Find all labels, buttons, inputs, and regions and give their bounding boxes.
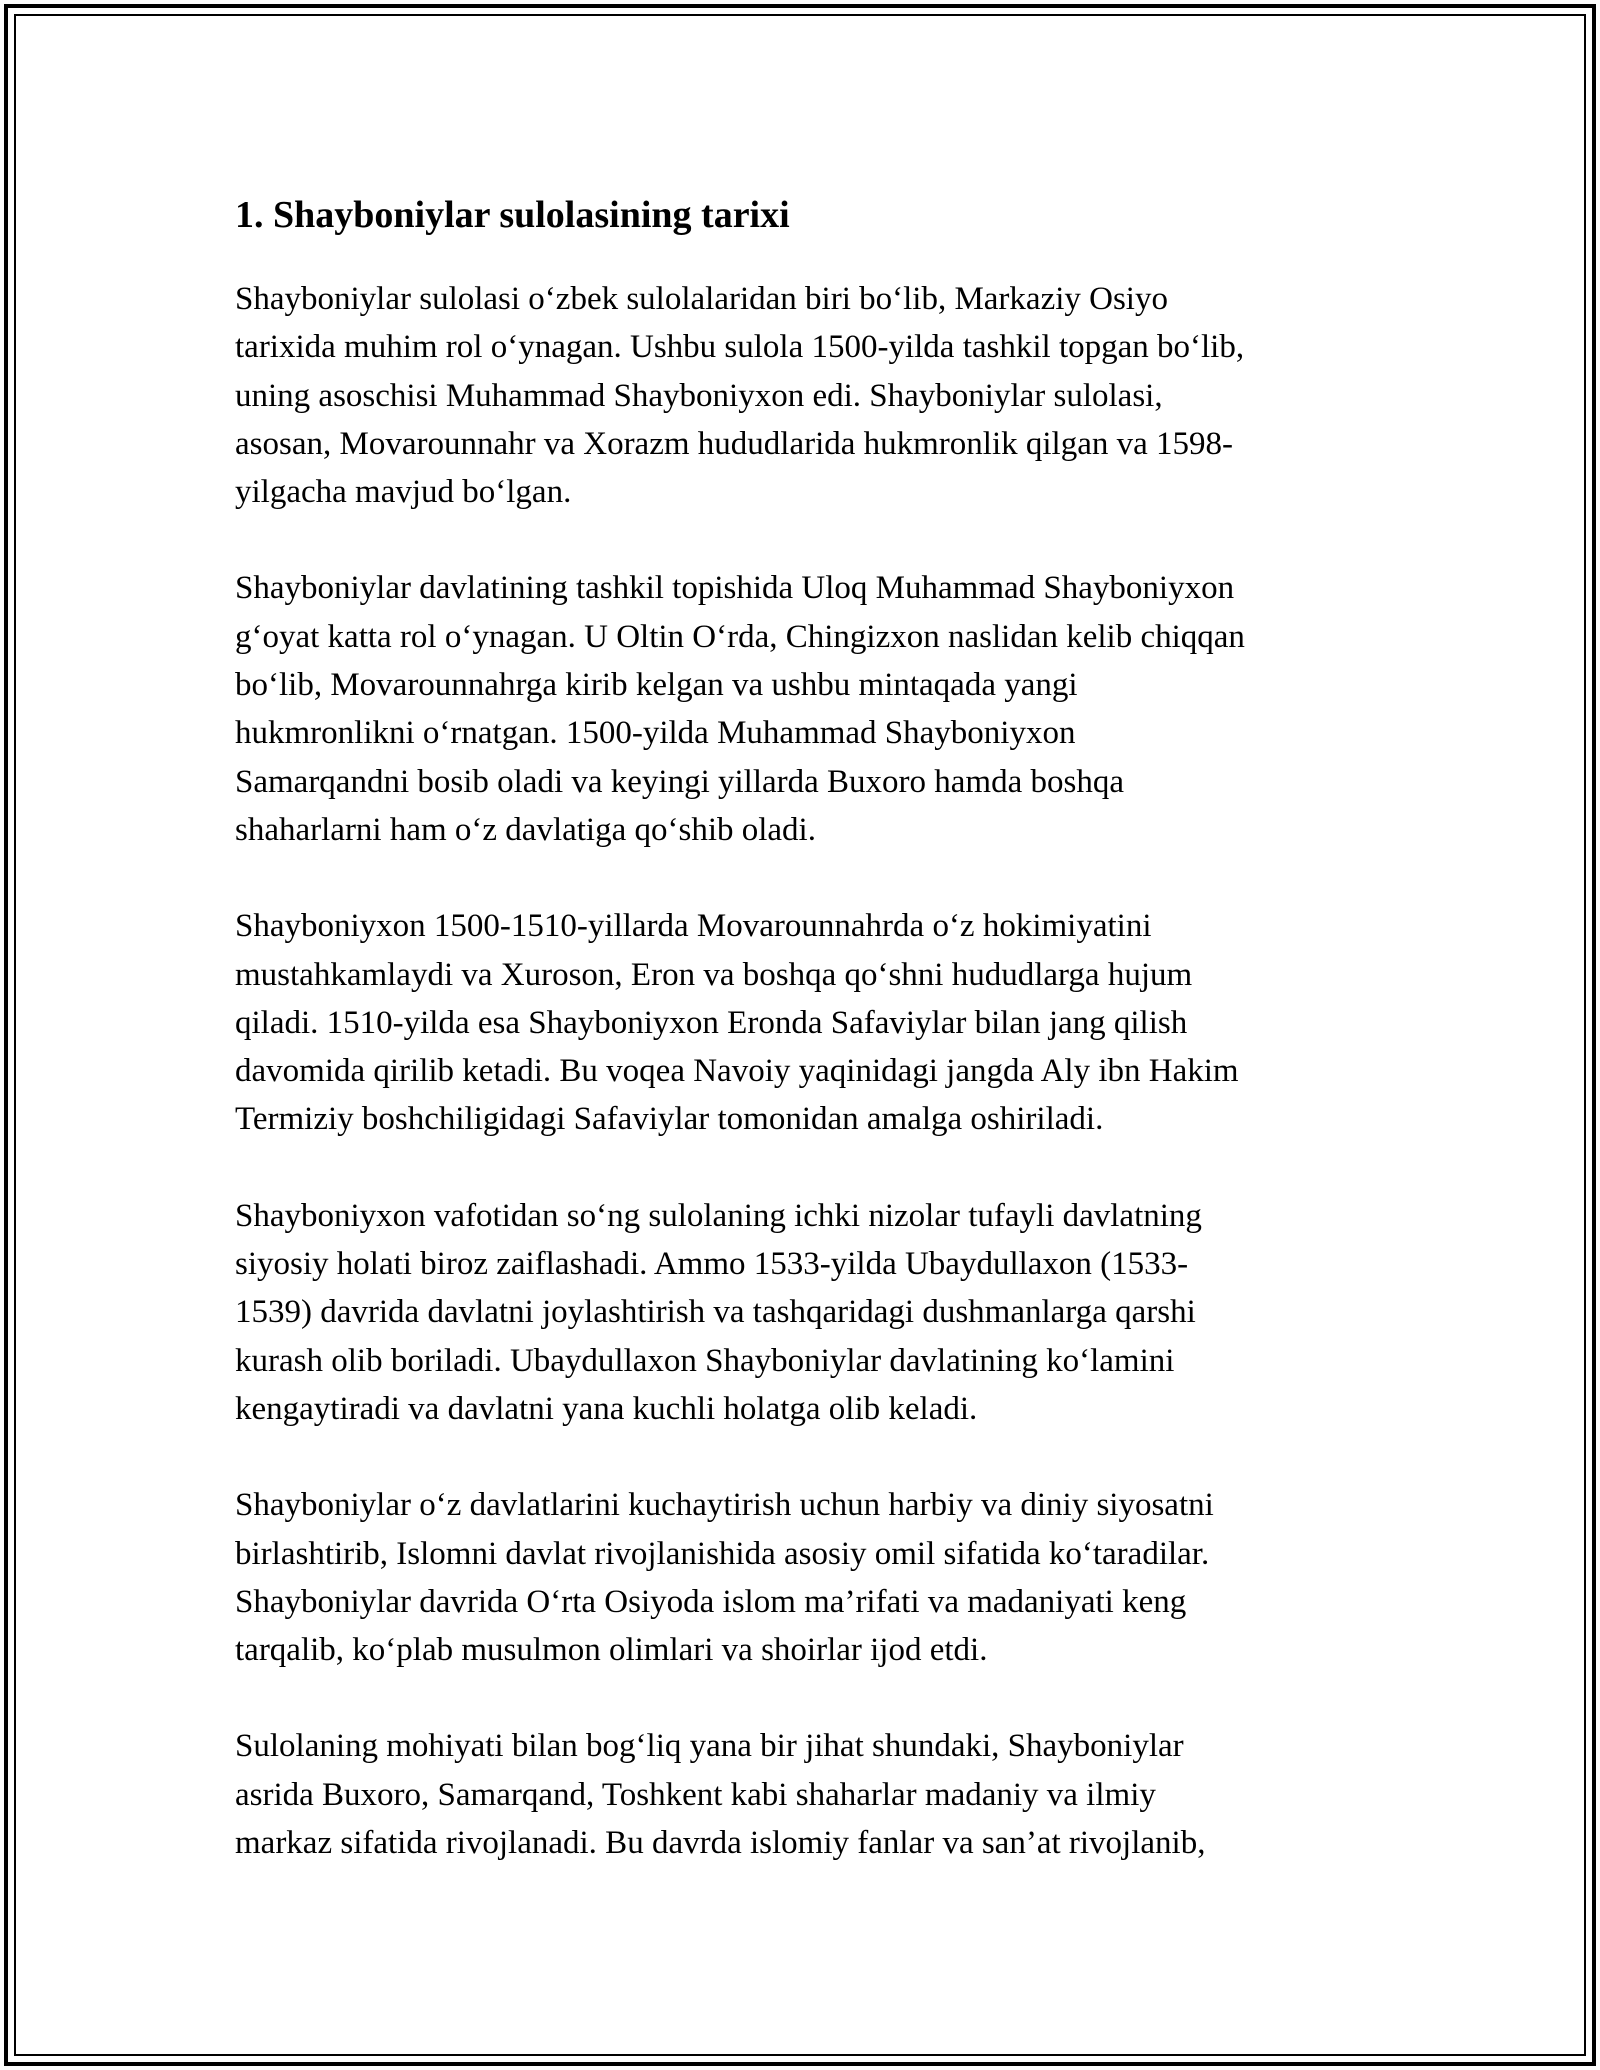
paragraph-2: Shayboniylar davlatining tashkil topishida Uloq Muhammad Shayboniyxon g‘oyat katta rol o‘ynagan. U Oltin O‘rda, Chingizxon naslidan kelib chiqqan bo‘lib, Movarounnahrga kirib kelgan va ushbu mintaqada yangi hukmronlikni o‘rnatgan. 1500-yilda Muhammad Shayboniyxon Samarqandni bosib oladi va keyingi yillarda Buxoro hamda boshqa shaharlarni ham o‘z davlatiga qo‘shib oladi. (235, 570, 1245, 848)
paragraph-5: Shayboniylar o‘z davlatlarini kuchaytirish uchun harbiy va diniy siyosatni birlashtirib, Islomni davlat rivojlanishida asosiy omil sifatida ko‘taradilar. Shayboniylar davrida O‘rta Osiyoda islom ma’rifati va madaniyati keng tarqalib, ko‘plab musulmon olimlari va shoirlar ijod etdi. (235, 1487, 1214, 1669)
paragraph-3: Shayboniyxon 1500-1510-yillarda Movarounnahrda o‘z hokimiyatini mustahkamlaydi va Xuroson, Eron va boshqa qo‘shni hududlarga hujum qiladi. 1510-yilda esa Shayboniyxon Eronda Safaviylar bilan jang qilish davomida qirilib ketadi. Bu voqea Navoiy yaqinidagi jangda Aly ibn Hakim Termiziy boshchiligidagi Safaviylar tomonidan amalga oshiriladi. (235, 908, 1239, 1138)
document-body (235, 185, 1375, 1915)
paragraph-6: Sulolaning mohiyati bilan bog‘liq yana bir jihat shundaki, Shayboniylar asrida Buxoro, Samarqand, Toshkent kabi shaharlar madaniy va ilmiy markaz sifatida rivojlanadi. Bu davrda islomiy fanlar va san’at rivojlanib, (235, 1728, 1206, 1862)
paragraph-4: Shayboniyxon vafotidan so‘ng sulolaning ichki nizolar tufayli davlatning siyosiy holati biroz zaiflashadi. Ammo 1533-yilda Ubaydullaxon (1533- 1539) davrida davlatni joylashtirish va tashqaridagi dushmanlarga qarshi kurash olib boriladi. Ubaydullaxon Shayboniylar davlatining ko‘lamini kengaytiradi va davlatni yana kuchli holatga olib keladi. (235, 1197, 1202, 1427)
paragraph-1: Shayboniylar sulolasi o‘zbek sulolalaridan biri bo‘lib, Markaziy Osiyo tarixida muhim rol o‘ynagan. Ushbu sulola 1500-yilda tashkil topgan bo‘lib, uning asoschisi Muhammad Shayboniyxon edi. Shayboniylar sulolasi, asosan, Movarounnahr va Xorazm hududlarida hukmronlik qilgan va 1598- yilgacha mavjud bo‘lgan. (235, 281, 1245, 511)
section-heading: 1. Shayboniylar sulolasining tarixi (235, 194, 790, 236)
